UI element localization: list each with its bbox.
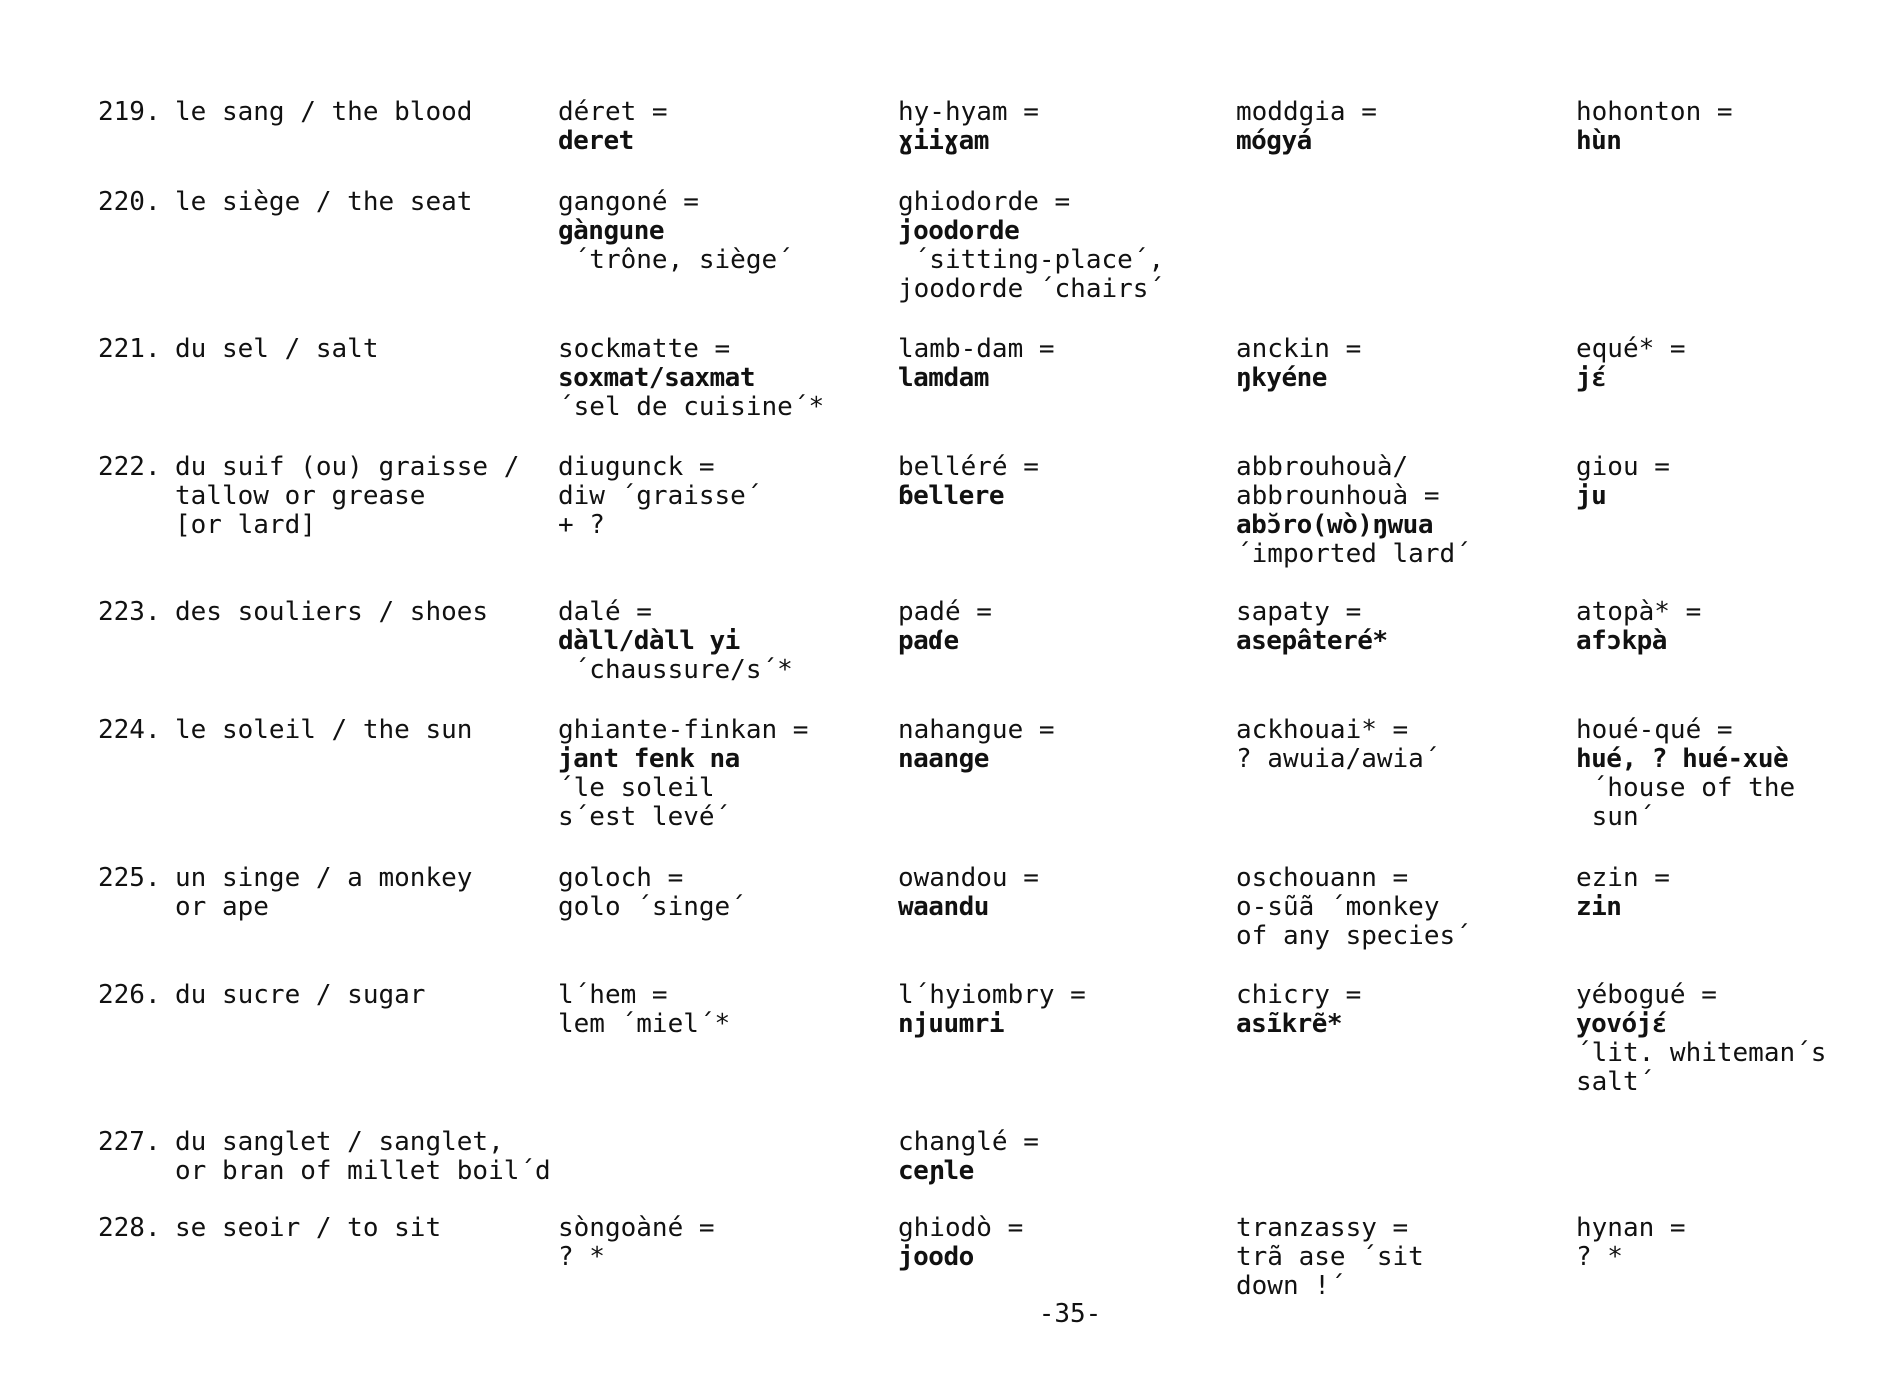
form-transcription: hùn	[1576, 126, 1622, 156]
column-form-2	[898, 335, 1055, 393]
column-form-2	[898, 453, 1039, 511]
entry-number: 225.	[98, 863, 161, 893]
form-line: changlé =	[898, 1127, 1039, 1157]
form-line: s´est levé´	[558, 802, 731, 832]
entry-gloss	[175, 716, 472, 745]
form-line: + ?	[558, 510, 605, 540]
gloss-line: un singe / a monkey	[175, 863, 473, 893]
form-transcription: ceɲle	[898, 1156, 974, 1186]
form-line: sòngoàné =	[558, 1213, 715, 1243]
form-transcription: jɛ́	[1576, 363, 1607, 393]
form-line: gangoné =	[558, 187, 699, 217]
entry-number: 226.	[98, 980, 161, 1010]
form-transcription: asĩkrẽ*	[1236, 1009, 1343, 1039]
form-line: nahangue =	[898, 715, 1055, 745]
gloss-line: [or lard]	[175, 510, 316, 540]
form-transcription: ju	[1576, 481, 1607, 511]
form-line: salt´	[1576, 1067, 1655, 1097]
form-line: lamb-dam =	[898, 334, 1055, 364]
form-line: padé =	[898, 597, 992, 627]
column-form-1	[558, 453, 762, 540]
form-transcription: asepâteré*	[1236, 626, 1388, 656]
form-line: owandou =	[898, 863, 1039, 893]
form-line: ´imported lard´	[1236, 539, 1471, 569]
form-line: l´hyiombry =	[898, 980, 1086, 1010]
column-form-3	[1236, 864, 1471, 951]
gloss-line: du sanglet / sanglet,	[175, 1127, 504, 1157]
entry-number: 228.	[98, 1213, 161, 1243]
form-line: anckin =	[1236, 334, 1362, 364]
column-form-3	[1236, 98, 1377, 156]
form-line: sun´	[1576, 802, 1655, 832]
form-transcription: afɔkpà	[1576, 626, 1667, 656]
form-line: ´trône, siège´	[558, 245, 793, 275]
form-line: ´house of the	[1576, 773, 1796, 803]
form-transcription: lamdam	[898, 363, 989, 393]
form-transcription: joodo	[898, 1242, 974, 1272]
form-transcription: dàll/dàll yi	[558, 626, 740, 656]
form-line: ghiante-finkan =	[558, 715, 809, 745]
column-form-4	[1576, 335, 1686, 393]
form-line: hynan =	[1576, 1213, 1686, 1243]
column-form-4	[1576, 716, 1795, 832]
form-line: ´lit. whiteman´s	[1576, 1038, 1827, 1068]
entry-gloss	[175, 1214, 441, 1243]
column-form-3	[1236, 981, 1361, 1039]
form-line: déret =	[558, 97, 668, 127]
gloss-line: le soleil / the sun	[175, 715, 473, 745]
column-form-4	[1576, 1214, 1686, 1272]
column-form-1	[558, 335, 824, 422]
form-line: belléré =	[898, 452, 1039, 482]
form-line: l´hem =	[558, 980, 668, 1010]
form-transcription: yovójɛ́	[1576, 1009, 1667, 1039]
gloss-line: or ape	[175, 892, 269, 922]
form-line: ´chaussure/s´*	[558, 655, 793, 685]
entry-gloss	[175, 98, 472, 127]
column-form-1	[558, 716, 808, 832]
form-line: equé* =	[1576, 334, 1686, 364]
form-line: ackhouai* =	[1236, 715, 1409, 745]
entry-number: 223.	[98, 597, 161, 627]
column-form-1	[558, 98, 668, 156]
form-line: of any species´	[1236, 921, 1471, 951]
form-transcription: gàngune	[558, 216, 665, 246]
form-line: ezin =	[1576, 863, 1670, 893]
form-transcription: hué, ? hué-xuè	[1576, 744, 1789, 774]
entry-gloss	[175, 335, 379, 364]
form-transcription: mógyá	[1236, 126, 1312, 156]
form-line: sapaty =	[1236, 597, 1362, 627]
column-form-4	[1576, 453, 1670, 511]
entry-number: 224.	[98, 715, 161, 745]
form-line: diugunck =	[558, 452, 715, 482]
form-transcription: waandu	[898, 892, 989, 922]
form-transcription: joodorde	[898, 216, 1020, 246]
column-form-3	[1236, 598, 1388, 656]
entry-gloss	[175, 1128, 551, 1186]
column-form-2	[898, 981, 1086, 1039]
entry-number: 227.	[98, 1127, 161, 1157]
gloss-line: le sang / the blood	[175, 97, 473, 127]
form-transcription: ɓellere	[898, 481, 1005, 511]
form-line: down !´	[1236, 1271, 1346, 1301]
column-form-2	[898, 1214, 1023, 1272]
column-form-2	[898, 864, 1039, 922]
form-transcription: zin	[1576, 892, 1622, 922]
entry-number: 219.	[98, 97, 161, 127]
form-line: yébogué =	[1576, 980, 1717, 1010]
gloss-line: des souliers / shoes	[175, 597, 489, 627]
form-line: ghiodorde =	[898, 187, 1071, 217]
column-form-1	[558, 981, 730, 1039]
form-line: ? awuia/awia´	[1236, 744, 1440, 774]
form-line: ? *	[558, 1242, 605, 1272]
form-transcription: jant fenk na	[558, 744, 740, 774]
column-form-4	[1576, 864, 1670, 922]
column-form-4	[1576, 598, 1701, 656]
gloss-line: le siège / the seat	[175, 187, 473, 217]
form-transcription: naange	[898, 744, 989, 774]
form-transcription: deret	[558, 126, 634, 156]
form-line: lem ´miel´*	[558, 1009, 731, 1039]
form-transcription: njuumri	[898, 1009, 1005, 1039]
entry-gloss	[175, 981, 425, 1010]
entry-number: 221.	[98, 334, 161, 364]
column-form-3	[1236, 453, 1471, 569]
column-form-1	[558, 188, 793, 275]
entry-gloss	[175, 453, 519, 540]
entry-number: 222.	[98, 452, 161, 482]
form-transcription: soxmat/saxmat	[558, 363, 755, 393]
form-line: atopà* =	[1576, 597, 1702, 627]
gloss-line: se seoir / to sit	[175, 1213, 442, 1243]
gloss-line: du sel / salt	[175, 334, 379, 364]
form-line: ´le soleil	[558, 773, 715, 803]
entry-gloss	[175, 188, 472, 217]
form-transcription: paɗe	[898, 626, 959, 656]
column-form-3	[1236, 716, 1440, 774]
form-line: diw ´graisse´	[558, 481, 762, 511]
form-line: ´sitting-place´,	[898, 245, 1165, 275]
column-form-4	[1576, 98, 1733, 156]
form-line: moddgia =	[1236, 97, 1377, 127]
form-line: trã ase ´sit	[1236, 1242, 1424, 1272]
form-line: goloch =	[558, 863, 684, 893]
form-transcription: ŋkyéne	[1236, 363, 1327, 393]
entry-gloss	[175, 864, 472, 922]
column-form-1	[558, 864, 746, 922]
form-line: giou =	[1576, 452, 1670, 482]
form-line: hohonton =	[1576, 97, 1733, 127]
column-form-2	[898, 1128, 1039, 1186]
form-line: golo ´singe´	[558, 892, 746, 922]
gloss-line: or bran of millet boil´d	[175, 1156, 551, 1186]
form-line: joodorde ´chairs´	[898, 274, 1165, 304]
column-form-3	[1236, 335, 1361, 393]
form-line: chicry =	[1236, 980, 1362, 1010]
column-form-1	[558, 598, 793, 685]
form-line: abbrounhouà =	[1236, 481, 1440, 511]
column-form-2	[898, 188, 1164, 304]
form-line: tranzassy =	[1236, 1213, 1409, 1243]
column-form-2	[898, 716, 1055, 774]
form-line: hy-hyam =	[898, 97, 1039, 127]
form-line: houé-qué =	[1576, 715, 1733, 745]
entry-number: 220.	[98, 187, 161, 217]
column-form-4	[1576, 981, 1826, 1097]
form-transcription: abɔ̆ro(wò)ŋwua	[1236, 510, 1433, 540]
page-number: -35-	[1038, 1299, 1102, 1329]
column-form-2	[898, 98, 1039, 156]
column-form-2	[898, 598, 992, 656]
form-line: ? *	[1576, 1242, 1623, 1272]
form-line: dalé =	[558, 597, 652, 627]
column-form-3	[1236, 1214, 1424, 1301]
form-transcription: ɣiiɣam	[898, 126, 989, 156]
entry-gloss	[175, 598, 488, 627]
form-line: abbrouhouà/	[1236, 452, 1409, 482]
form-line: o-sũã ´monkey	[1236, 892, 1440, 922]
gloss-line: tallow or grease	[175, 481, 426, 511]
form-line: sockmatte =	[558, 334, 731, 364]
form-line: oschouann =	[1236, 863, 1409, 893]
column-form-1	[558, 1214, 715, 1272]
gloss-line: du sucre / sugar	[175, 980, 426, 1010]
form-line: ghiodò =	[898, 1213, 1024, 1243]
gloss-line: du suif (ou) graisse /	[175, 452, 520, 482]
form-line: ´sel de cuisine´*	[558, 392, 825, 422]
